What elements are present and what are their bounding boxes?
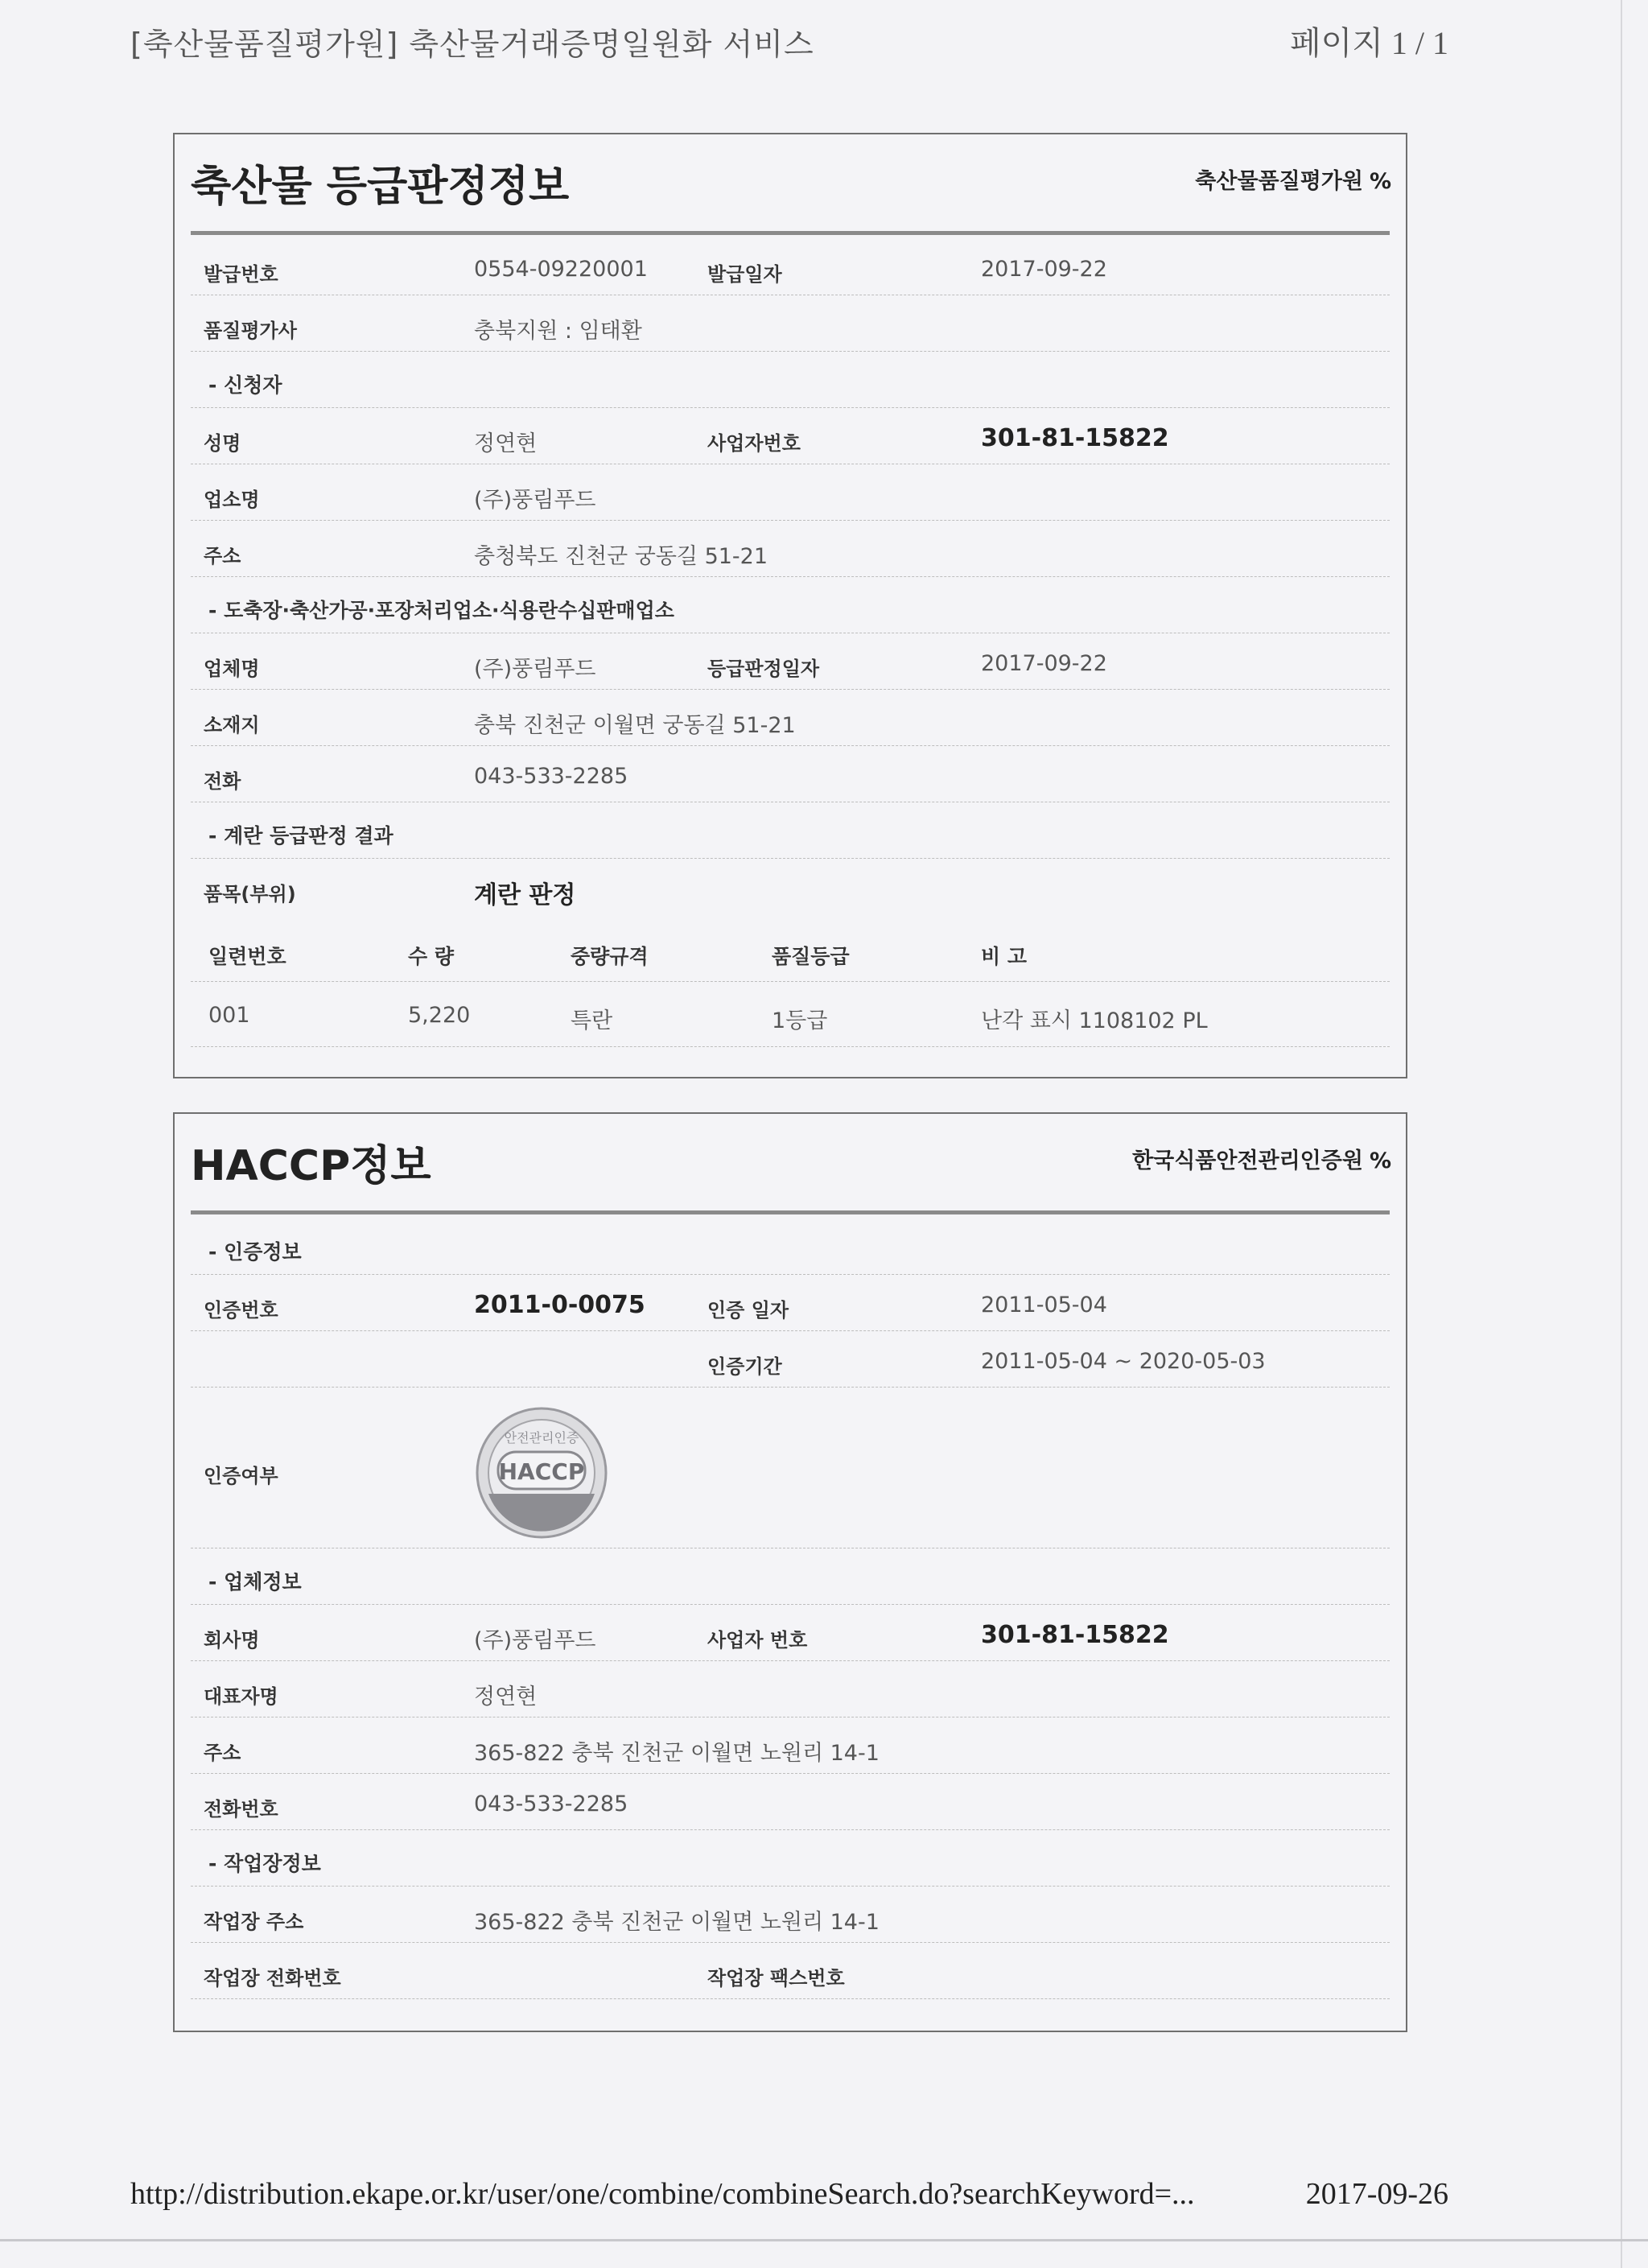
scan-edge [1621,0,1622,2268]
location-label: 소재지 [204,714,260,736]
phone-label: 전화 [204,770,241,793]
company-section-title: - 업체정보 [208,1570,302,1594]
ceo-label: 대표자명 [204,1685,278,1708]
haccp-biz-no-label: 사업자 번호 [707,1629,808,1652]
workplace-phone-label: 작업장 전화번호 [204,1967,341,1990]
result-section-title: - 계란 등급판정 결과 [208,824,393,847]
row-phone [191,746,1390,802]
workplace-address-label: 작업장 주소 [204,1911,304,1933]
inspector-value: 충북지원 : 임태환 [474,319,642,344]
row-workplace-contact [191,1943,1390,1999]
grading-date-label: 등급판정일자 [707,658,820,680]
cert-status-label: 인증여부 [204,1465,278,1487]
row-issue [191,239,1390,295]
company-value: (주)풍림푸드 [474,488,596,513]
issue-no-label: 발급번호 [204,263,278,286]
row-company-name [191,1605,1390,1661]
page-footer-date: 2017-09-26 [1305,2177,1448,2211]
address-value: 충청북도 진천군 궁동길 51-21 [474,544,768,569]
cert-date-value: 2011-05-04 [981,1293,1107,1318]
row-inspector [191,295,1390,352]
row-workplace-address [191,1887,1390,1943]
row-cert-period [191,1331,1390,1388]
issue-date-label: 발급일자 [707,263,782,286]
issue-date-value: 2017-09-22 [981,257,1107,282]
col-quantity: 수 량 [408,945,455,968]
address-label: 주소 [204,545,241,567]
biz-no-label: 사업자번호 [707,432,801,455]
link-icon: % [1369,1148,1391,1173]
facility-name-label: 업체명 [204,658,260,680]
row-ceo [191,1661,1390,1717]
company-name-value: (주)풍림푸드 [474,1628,596,1653]
company-name-label: 회사명 [204,1629,260,1652]
biz-no-value: 301-81-15822 [981,424,1169,452]
title-divider [191,1210,1390,1214]
grading-info-panel [173,133,1407,1078]
haccp-address-value: 365-822 충북 진천군 이월면 노원리 14-1 [474,1741,880,1766]
cert-no-label: 인증번호 [204,1299,278,1322]
row-address [191,521,1390,577]
row-haccp-address [191,1717,1390,1774]
col-remarks: 비 고 [981,945,1028,968]
grading-date-value: 2017-09-22 [981,651,1107,676]
section-cert [191,1219,1390,1275]
scan-edge [0,2239,1648,2241]
workplace-address-value: 365-822 충북 진천군 이월면 노원리 14-1 [474,1910,880,1935]
cell-weight: 특란 [571,1008,613,1033]
cert-period-label: 인증기간 [707,1355,782,1378]
inspector-label: 품질평가사 [204,320,297,342]
facility-name-value: (주)풍림푸드 [474,657,596,682]
grading-source-link[interactable] [1195,163,1391,195]
grading-source-label: 축산물품질평가원 [1195,169,1363,194]
item-value: 계란 판정 [474,881,576,909]
col-weight: 중량규격 [571,945,649,968]
result-table-header [191,915,1390,981]
cell-remarks: 난각 표시 1108102 PL [981,1008,1208,1033]
facility-section-title: - 도축장·축산가공·포장처리업소·식용란수십판매업소 [208,599,674,622]
cell-serial: 001 [208,1003,250,1028]
haccp-seal-icon [474,1405,609,1540]
row-cert-status [191,1388,1390,1548]
page-footer-url[interactable]: http://distribution.ekape.or.kr/user/one/combine/combineSearch.do?searchKeyword=... [130,2177,1195,2211]
row-haccp-phone [191,1774,1390,1830]
haccp-info-panel [173,1112,1407,2032]
haccp-phone-value: 043-533-2285 [474,1792,628,1816]
item-label: 품목(부위) [204,883,296,905]
haccp-phone-label: 전화번호 [204,1798,278,1821]
grading-panel-title: 축산물 등급판정정보 [191,163,570,211]
row-cert-no [191,1275,1390,1331]
seal-main-text: HACCP [498,1458,585,1485]
name-value: 정연현 [474,431,538,456]
workplace-section-title: - 작업장정보 [208,1852,321,1875]
haccp-source-label: 한국식품안전관리인증원 [1132,1148,1363,1173]
page-number: 페이지 1 / 1 [1289,25,1448,61]
row-company [191,464,1390,521]
cell-grade: 1등급 [772,1008,828,1033]
name-label: 성명 [204,432,241,455]
workplace-fax-label: 작업장 팩스번호 [707,1967,845,1990]
section-applicant [191,352,1390,408]
col-serial: 일련번호 [208,945,286,968]
cert-section-title: - 인증정보 [208,1240,302,1264]
cert-period-value: 2011-05-04 ~ 2020-05-03 [981,1349,1266,1374]
location-value: 충북 진천군 이월면 궁동길 51-21 [474,713,796,738]
haccp-address-label: 주소 [204,1742,241,1764]
company-label: 업소명 [204,489,260,511]
row-facility [191,633,1390,690]
haccp-biz-no-value: 301-81-15822 [981,1621,1169,1649]
section-result [191,802,1390,859]
section-company [191,1548,1390,1605]
row-location [191,690,1390,746]
seal-top-text: 안전관리인증 [504,1430,579,1445]
applicant-section-title: - 신청자 [208,373,282,397]
title-divider [191,231,1390,235]
cert-date-label: 인증 일자 [707,1299,789,1322]
cell-quantity: 5,220 [408,1003,471,1028]
page-header-title: [축산물품질평가원] 축산물거래증명일원화 서비스 [130,27,814,62]
table-row [191,981,1390,1047]
row-applicant-name [191,408,1390,464]
link-icon: % [1369,169,1391,194]
haccp-panel-title: HACCP정보 [191,1142,431,1190]
phone-value: 043-533-2285 [474,764,628,789]
cert-no-value: 2011-0-0075 [474,1291,645,1319]
section-facility [191,577,1390,633]
ceo-value: 정연현 [474,1685,538,1709]
issue-no-value: 0554-09220001 [474,257,648,282]
section-workplace [191,1830,1390,1887]
col-grade: 품질등급 [772,945,850,968]
row-item [191,859,1390,915]
haccp-source-link[interactable] [1132,1143,1391,1174]
